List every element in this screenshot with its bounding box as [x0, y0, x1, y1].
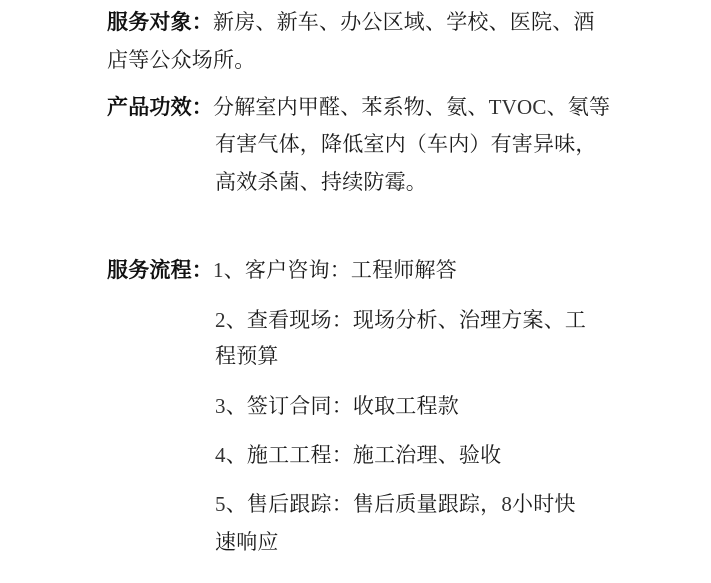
process-step-4 [215, 445, 501, 466]
process-step-5-text-b: 小时快 [512, 492, 576, 516]
process-step-5-continued [215, 532, 279, 553]
product-effect-tvoc: TVOC [488, 95, 547, 119]
process-step-2-text-2: 程预算 [215, 344, 279, 368]
product-effect-text-2: 有害气体，降低室内（车内）有害异味， [215, 132, 597, 156]
process-step-4-text: 、施工工程：施工治理、验收 [225, 443, 502, 467]
service-target-label: 服务对象： [107, 10, 213, 34]
process-step-5-text-a: 、售后跟踪：售后质量跟踪， [225, 492, 502, 516]
process-step-5-text-2: 速响应 [215, 530, 279, 554]
process-step-2-text: 、查看现场：现场分析、治理方案、工 [225, 308, 587, 332]
service-process-label: 服务流程： [107, 258, 213, 282]
product-effect-text-3: 高效杀菌、持续防霉。 [215, 170, 427, 194]
process-step-5-hours: 8 [501, 492, 513, 516]
product-effect-line-1 [107, 97, 610, 118]
service-target-text-1: 新房、新车、办公区域、学校、医院、酒 [213, 10, 595, 34]
product-effect-text-1b: 、氡等 [546, 95, 611, 119]
process-step-3-text: 、签订合同：收取工程款 [225, 394, 459, 418]
process-step-1-text: 、客户咨询：工程师解答 [223, 258, 457, 282]
process-step-5-number: 5 [215, 492, 226, 516]
process-step-1 [107, 260, 457, 281]
service-target-line-1 [107, 12, 595, 33]
product-effect-text-1a: 分解室内甲醛、苯系物、氨、 [213, 95, 489, 119]
process-step-5 [215, 494, 576, 515]
service-target-line-2 [107, 50, 255, 71]
product-effect-line-3 [215, 172, 427, 193]
product-effect-line-2 [215, 134, 597, 155]
process-step-2 [215, 310, 586, 331]
process-step-2-number: 2 [215, 308, 226, 332]
product-effect-label: 产品功效： [107, 95, 213, 119]
process-step-2-continued [215, 346, 279, 367]
process-step-3 [215, 396, 459, 417]
service-target-text-2: 店等公众场所。 [107, 48, 256, 72]
process-step-3-number: 3 [215, 394, 226, 418]
process-step-1-number: 1 [213, 258, 224, 282]
process-step-4-number: 4 [215, 443, 226, 467]
